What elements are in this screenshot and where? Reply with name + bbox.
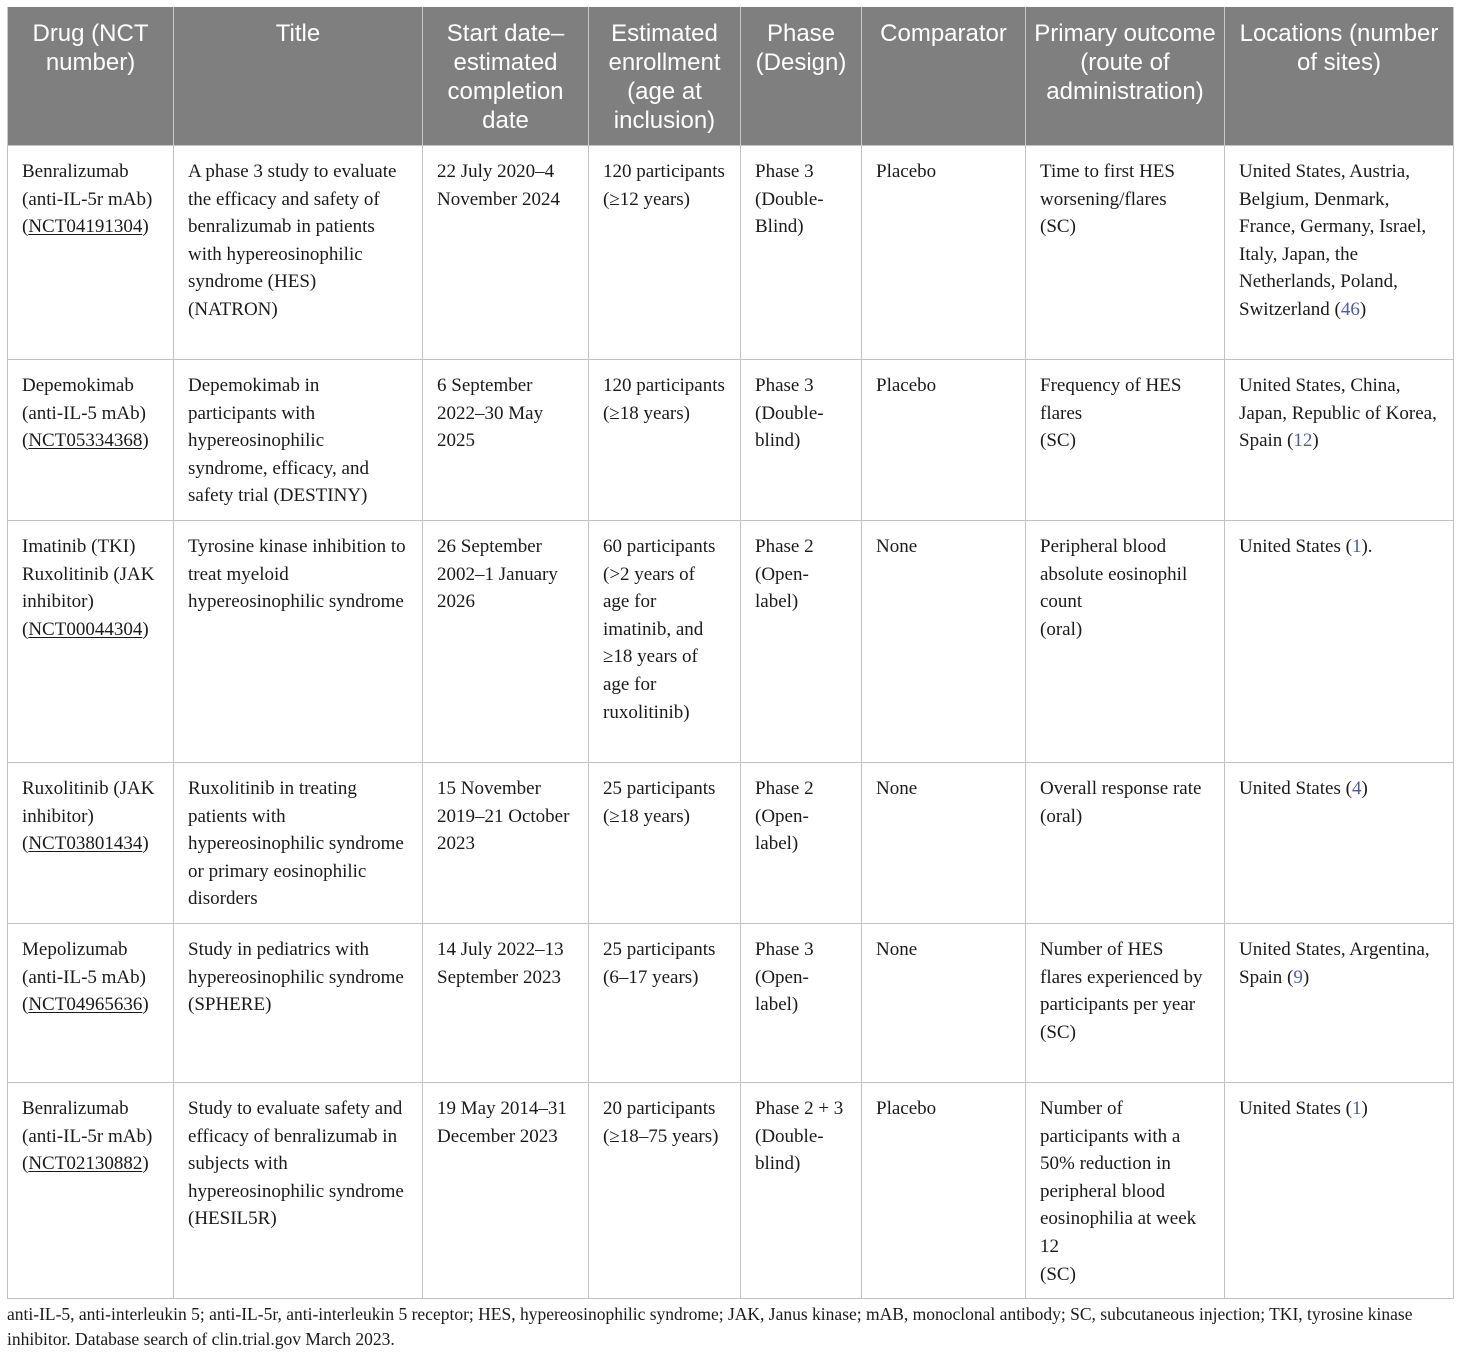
cell-phase xyxy=(741,520,862,762)
nct-link[interactable]: NCT03801434 xyxy=(28,833,143,855)
drug-name: Mepolizumab xyxy=(22,938,128,960)
header-primary-outcome: Primary outcome (route of administration) xyxy=(1026,7,1225,146)
cell-enrollment xyxy=(589,360,741,521)
site-count-link[interactable]: 1 xyxy=(1351,1097,1362,1119)
outcome-text: Overall response rate (oral) xyxy=(1040,777,1202,827)
phase-design: (Double-blind) xyxy=(755,1125,824,1175)
cell-primary-outcome xyxy=(1026,360,1225,521)
enrollment-age: (≥18 years) xyxy=(603,805,690,827)
cell-locations: United States, Argentina, Spain (9) xyxy=(1225,923,1454,1082)
cell-drug: Benralizumab (anti-IL-5r mAb) (NCT04191304) xyxy=(8,146,174,360)
site-count-link[interactable]: 46 xyxy=(1340,298,1360,320)
cell-phase xyxy=(741,923,862,1082)
nct-link[interactable]: NCT02130882 xyxy=(28,1153,143,1175)
locations-text: United States xyxy=(1239,1097,1341,1119)
phase-design: (Double-blind) xyxy=(755,402,824,452)
drug-class: (anti-IL-5r mAb) xyxy=(22,188,153,210)
phase-label: Phase 3 xyxy=(755,938,814,960)
cell-enrollment xyxy=(589,923,741,1082)
outcome-text: Time to first HES worsening/flares xyxy=(1040,161,1175,210)
nct-link[interactable]: NCT05334368 xyxy=(28,430,143,452)
drug-class: (anti-IL-5 mAb) xyxy=(22,966,146,988)
enrollment-age: (≥12 years) xyxy=(603,188,690,210)
locations-text: United States, China, Japan, Republic of Korea, Spain xyxy=(1239,375,1437,452)
enrollment-age: (≥18–75 years) xyxy=(603,1125,719,1147)
outcome-route: (SC) xyxy=(1040,216,1076,238)
cell-drug: Imatinib (TKI) Ruxolitinib (JAK inhibitor) (NCT00044304) xyxy=(8,520,174,762)
drug-name: Imatinib (TKI) Ruxolitinib xyxy=(22,535,136,585)
cell-title: Study to evaluate safety and efficacy of benralizumab in subjects with hypereosinophilic syndrome (HESIL5R) xyxy=(174,1082,423,1298)
cell-primary-outcome xyxy=(1026,520,1225,762)
cell-title: Tyrosine kinase inhibition to treat myeloid hypereosinophilic syndrome xyxy=(174,520,423,762)
cell-title: Depemokimab in participants with hypereosinophilic syndrome, efficacy, and safety trial (DESTINY) xyxy=(174,360,423,521)
cell-comparator: None xyxy=(862,762,1026,923)
drug-name: Ruxolitinib xyxy=(22,777,109,799)
outcome-route: (SC) xyxy=(1040,430,1076,452)
table-footnote: anti-IL-5, anti-interleukin 5; anti-IL-5r, anti-interleukin 5 receptor; HES, hypereosinophilic syndrome; JAK, Janus kinase; mAB, monoclonal antibody; SC, subcutaneous injection; TKI, tyrosine kinase inhibitor. Database search of clin.trial.gov March 2023. xyxy=(7,1304,1413,1349)
header-title: Title xyxy=(174,7,423,146)
site-count-link[interactable]: 12 xyxy=(1293,430,1313,452)
enrollment-count: 20 participants xyxy=(603,1097,716,1119)
locations-text: United States, Austria, Belgium, Denmark, France, Germany, Israel, Italy, Japan, the Netherlands, Poland, Switzerland xyxy=(1239,161,1427,320)
cell-dates: 19 May 2014–31 December 2023 xyxy=(423,1082,589,1298)
clinical-trials-table xyxy=(7,7,1454,1299)
outcome-text: Number of HES flares experienced by participants per year xyxy=(1040,938,1203,1016)
enrollment-count: 25 participants xyxy=(603,777,716,799)
cell-locations: United States (1). xyxy=(1225,520,1454,762)
cell-enrollment xyxy=(589,1082,741,1298)
header-drug: Drug (NCT number) xyxy=(8,7,174,146)
cell-title: A phase 3 study to evaluate the efficacy and safety of benralizumab in patients with hypereosinophilic syndrome (HES) (NATRON) xyxy=(174,146,423,360)
cell-drug: Depemokimab (anti-IL-5 mAb) (NCT05334368) xyxy=(8,360,174,521)
site-count-link[interactable]: 4 xyxy=(1351,777,1362,799)
enrollment-count: 120 participants xyxy=(603,161,725,182)
nct-link[interactable]: NCT04965636 xyxy=(28,994,143,1016)
cell-phase xyxy=(741,146,862,360)
table-row xyxy=(8,923,1454,1082)
cell-drug: Benralizumab (anti-IL-5r mAb) (NCT02130882) xyxy=(8,1082,174,1298)
outcome-text: Peripheral blood absolute eosinophil count xyxy=(1040,535,1188,613)
header-comparator: Comparator xyxy=(862,7,1026,146)
cell-dates: 26 September 2002–1 January 2026 xyxy=(423,520,589,762)
cell-drug: Mepolizumab (anti-IL-5 mAb) (NCT04965636) xyxy=(8,923,174,1082)
table-row xyxy=(8,146,1454,360)
cell-locations: United States (4) xyxy=(1225,762,1454,923)
locations-suffix: . xyxy=(1367,535,1373,557)
phase-design: (Open-label) xyxy=(755,805,809,855)
cell-title: Ruxolitinib in treating patients with hypereosinophilic syndrome or primary eosinophilic disorders xyxy=(174,762,423,923)
cell-primary-outcome xyxy=(1026,762,1225,923)
table-row xyxy=(8,360,1454,521)
cell-comparator: Placebo xyxy=(862,146,1026,360)
locations-text: United States xyxy=(1239,535,1341,557)
header-dates: Start date–estimated completion date xyxy=(423,7,589,146)
cell-dates: 15 November 2019–21 October 2023 xyxy=(423,762,589,923)
cell-comparator: None xyxy=(862,520,1026,762)
drug-class: (anti-IL-5r mAb) xyxy=(22,1125,153,1147)
cell-enrollment xyxy=(589,520,741,762)
phase-label: Phase 3 xyxy=(755,161,814,182)
table-row xyxy=(8,520,1454,762)
locations-text: United States xyxy=(1239,777,1341,799)
phase-label: Phase 2 xyxy=(755,535,814,557)
enrollment-age: (≥18 years) xyxy=(603,402,690,424)
phase-design: (Open-label) xyxy=(755,966,809,1016)
drug-name: Depemokimab xyxy=(22,375,134,396)
header-enrollment: Estimated enrollment (age at inclusion) xyxy=(589,7,741,146)
cell-dates: 14 July 2022–13 September 2023 xyxy=(423,923,589,1082)
cell-enrollment xyxy=(589,146,741,360)
outcome-route: (SC) xyxy=(1040,1021,1076,1043)
cell-primary-outcome xyxy=(1026,923,1225,1082)
drug-class: (JAK inhibitor) xyxy=(22,777,155,827)
phase-label: Phase 2 xyxy=(755,777,814,799)
cell-primary-outcome xyxy=(1026,146,1225,360)
enrollment-count: 120 participants xyxy=(603,375,725,396)
drug-name: Benralizumab xyxy=(22,161,129,182)
cell-comparator: Placebo xyxy=(862,1082,1026,1298)
site-count-link[interactable]: 9 xyxy=(1293,966,1303,988)
outcome-route: (SC) xyxy=(1040,1263,1076,1285)
cell-phase xyxy=(741,1082,862,1298)
cell-enrollment xyxy=(589,762,741,923)
cell-primary-outcome xyxy=(1026,1082,1225,1298)
cell-phase xyxy=(741,762,862,923)
cell-comparator: None xyxy=(862,923,1026,1082)
phase-design: (Open-label) xyxy=(755,563,809,613)
cell-title: Study in pediatrics with hypereosinophilic syndrome (SPHERE) xyxy=(174,923,423,1082)
outcome-text: Number of participants with a 50% reduction in peripheral blood eosinophilia at week 12 xyxy=(1040,1097,1197,1257)
cell-locations: United States, China, Japan, Republic of Korea, Spain (12) xyxy=(1225,360,1454,521)
phase-label: Phase 3 xyxy=(755,375,814,396)
enrollment-age: (6–17 years) xyxy=(603,966,699,988)
outcome-text: Frequency of HES flares xyxy=(1040,375,1182,424)
cell-locations: United States, Austria, Belgium, Denmark, France, Germany, Israel, Italy, Japan, the Netherlands, Poland, Switzerland (46) xyxy=(1225,146,1454,360)
drug-name: Benralizumab xyxy=(22,1097,129,1119)
header-phase: Phase (Design) xyxy=(741,7,862,146)
cell-comparator: Placebo xyxy=(862,360,1026,521)
outcome-route: (oral) xyxy=(1040,618,1083,640)
nct-link[interactable]: NCT00044304 xyxy=(28,618,143,640)
cell-phase xyxy=(741,360,862,521)
enrollment-age: (>2 years of age for imatinib, and ≥18 years of age for ruxolitinib) xyxy=(603,563,704,723)
header-locations: Locations (number of sites) xyxy=(1225,7,1454,146)
enrollment-count: 25 participants xyxy=(603,938,716,960)
drug-class: (anti-IL-5 mAb) xyxy=(22,402,146,424)
nct-link[interactable]: NCT04191304 xyxy=(28,216,143,238)
enrollment-count: 60 participants xyxy=(603,535,716,557)
table-row xyxy=(8,762,1454,923)
site-count-link[interactable]: 1 xyxy=(1351,535,1362,557)
cell-dates: 22 July 2020–4 November 2024 xyxy=(423,146,589,360)
cell-dates: 6 September 2022–30 May 2025 xyxy=(423,360,589,521)
locations-text: United States, Argentina, Spain xyxy=(1239,938,1430,988)
phase-label: Phase 2 + 3 xyxy=(755,1097,844,1119)
drug-class: (JAK inhibitor) xyxy=(22,563,155,613)
table-row xyxy=(8,1082,1454,1298)
table-header-row xyxy=(8,7,1454,146)
cell-locations: United States (1) xyxy=(1225,1082,1454,1298)
cell-drug: Ruxolitinib (JAK inhibitor) (NCT03801434) xyxy=(8,762,174,923)
phase-design: (Double-Blind) xyxy=(755,188,824,238)
